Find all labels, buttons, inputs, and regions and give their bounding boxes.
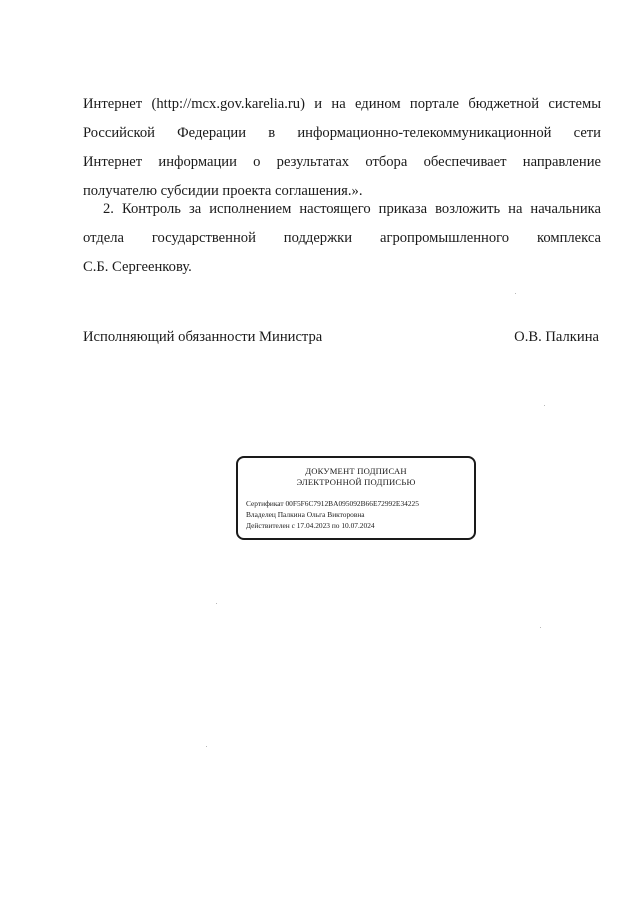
scan-speck	[544, 405, 545, 406]
signatory-name: О.В. Палкина	[514, 329, 599, 345]
scan-speck	[515, 293, 516, 294]
stamp-details	[246, 498, 470, 531]
paragraph-control	[83, 195, 601, 282]
stamp-owner: Владелец Палкина Ольга Викторовна	[246, 510, 365, 519]
text-line: С.Б. Сергеенкову.	[83, 259, 192, 275]
scan-speck	[216, 603, 217, 604]
stamp-title-line-2: ЭЛЕКТРОННОЙ ПОДПИСЬЮ	[296, 477, 416, 487]
stamp-validity: Действителен с 17.04.2023 по 10.07.2024	[246, 521, 375, 530]
text-line: 2. Контроль за исполнением настоящего приказа возложить на начальника	[103, 201, 601, 217]
signature-block	[83, 326, 599, 348]
stamp-title	[238, 466, 474, 488]
paragraph-publication	[83, 90, 601, 206]
stamp-certificate: Сертификат 00F5F6C7912BA095092B66E72992E34225	[246, 499, 419, 508]
text-line: Интернет (http://mcx.gov.karelia.ru) и на едином портале бюджетной системы	[83, 96, 601, 112]
scan-speck	[540, 627, 541, 628]
electronic-signature-stamp	[236, 456, 476, 540]
text-line: отдела государственной поддержки агропромышленного комплекса	[83, 230, 601, 246]
stamp-title-line-1: ДОКУМЕНТ ПОДПИСАН	[305, 466, 407, 476]
text-line: Интернет информации о результатах отбора обеспечивает направление	[83, 154, 601, 170]
scan-speck	[206, 746, 207, 747]
signatory-position: Исполняющий обязанности Министра	[83, 329, 323, 345]
text-line: получателю субсидии проекта соглашения.».	[83, 183, 363, 199]
text-line: Российской Федерации в информационно-телекоммуникационной сети	[83, 125, 601, 141]
